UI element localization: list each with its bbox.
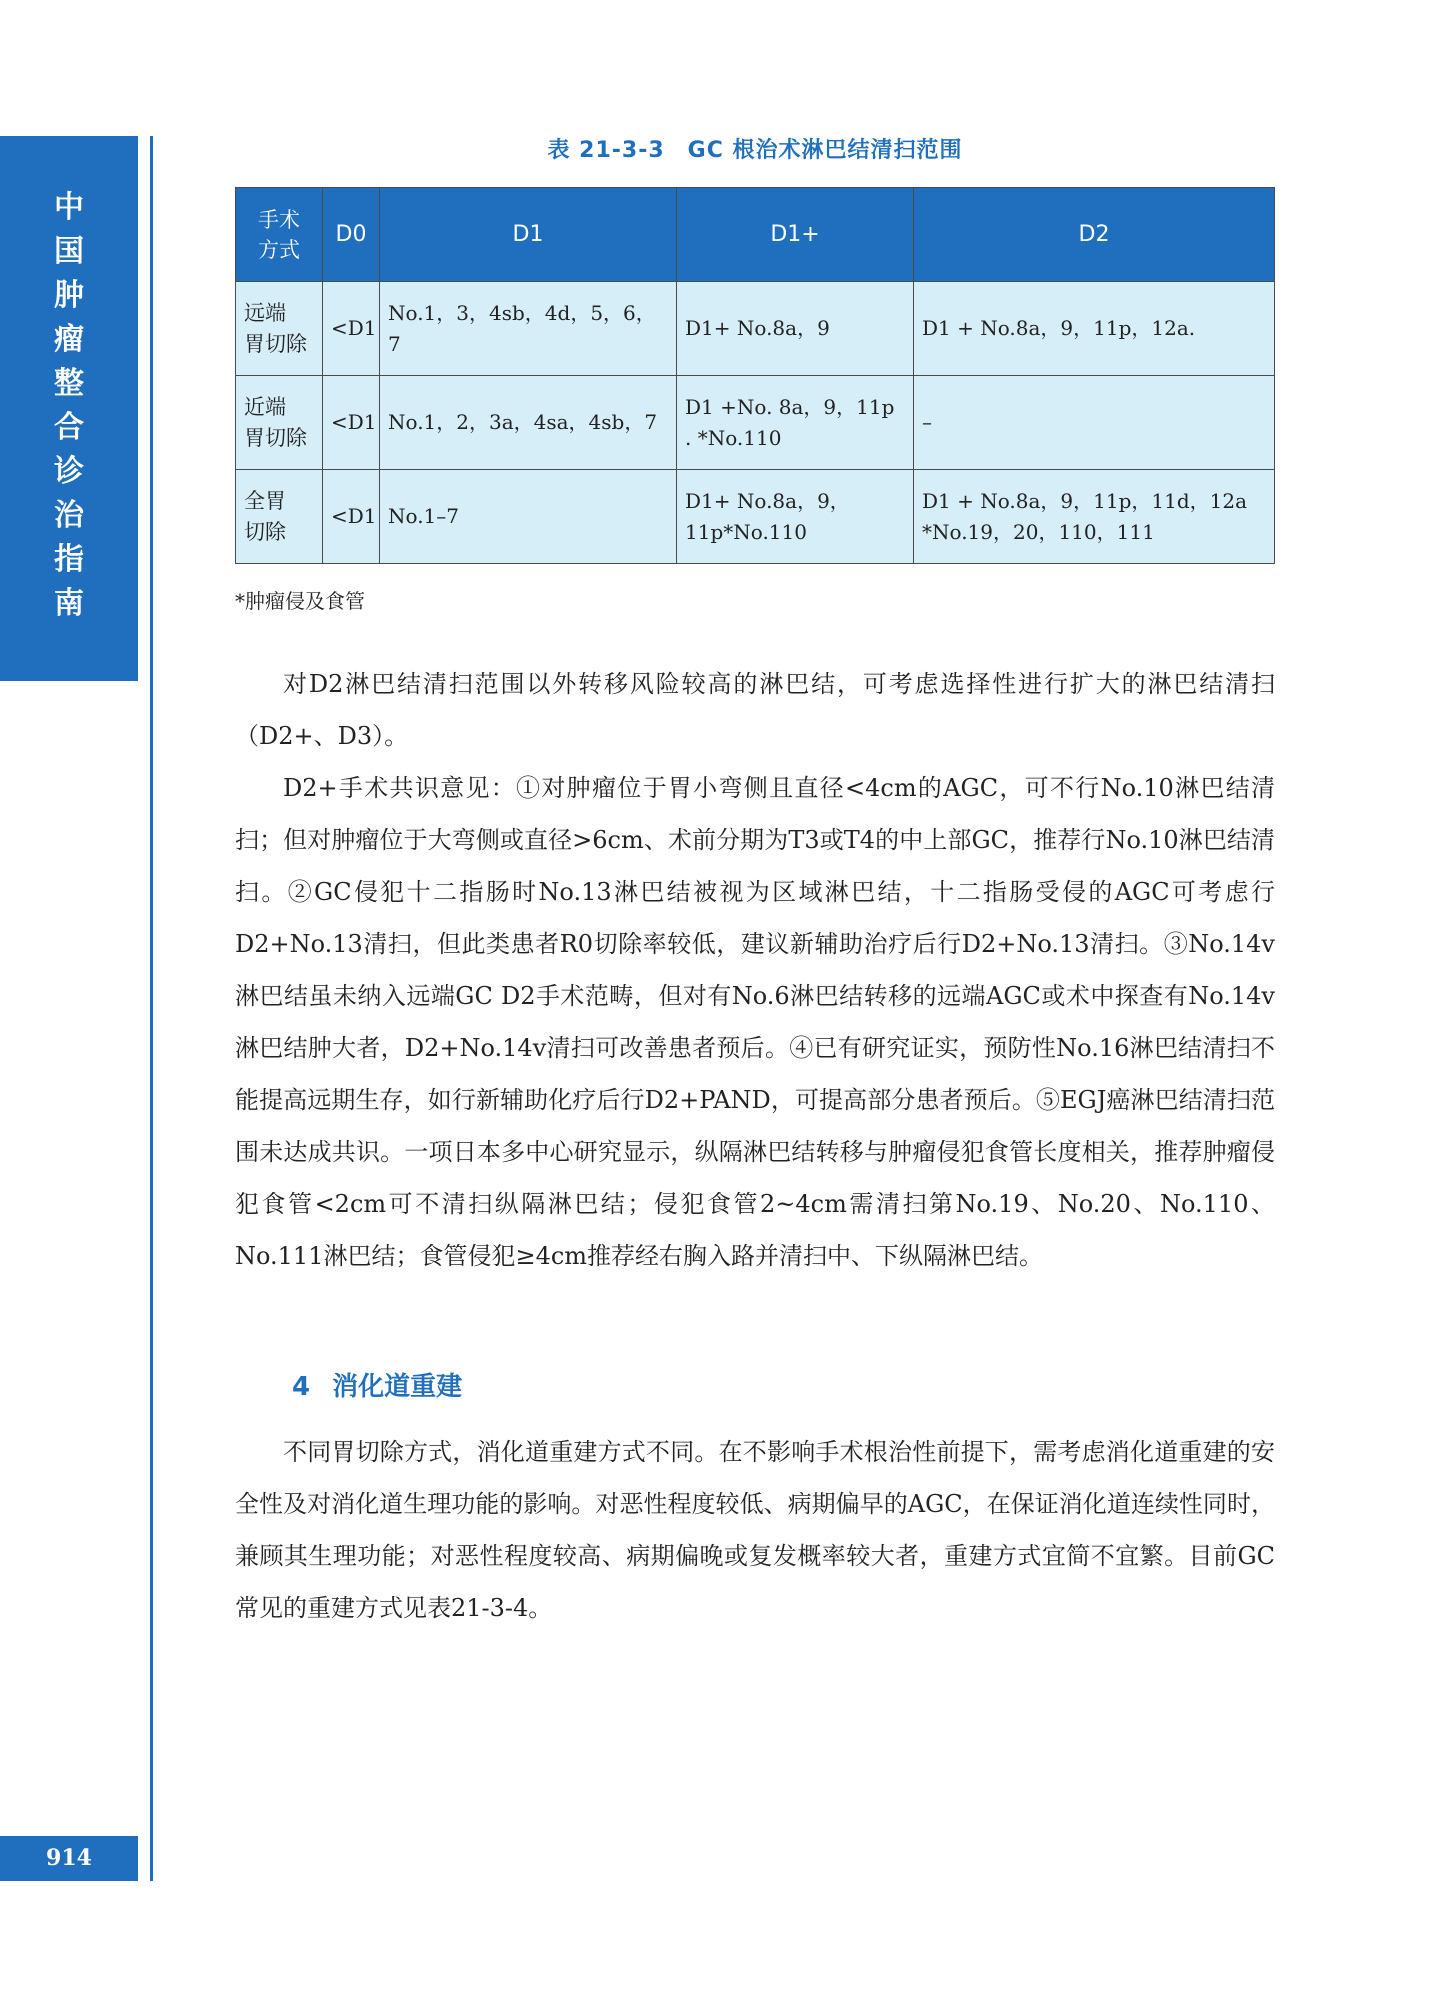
cell-surgery-type-line: 切除 [244,519,286,544]
cell-surgery-type [236,282,323,376]
page-number: 914 [0,1836,138,1881]
table-row [236,282,1275,376]
paragraph: D2+手术共识意见：①对肿瘤位于胃小弯侧且直径<4cm的AGC，可不行No.10淋巴结清扫；但对肿瘤位于大弯侧或直径>6cm、术前分期为T3或T4的中上部GC，推荐行No.10淋巴结清扫。②GC侵犯十二指肠时No.13淋巴结被视为区域淋巴结，十二指肠受侵的AGC可考虑行D2+No.13清扫，但此类患者R0切除率较低，建议新辅助治疗后行D2+No.13清扫。③No.14v淋巴结虽未纳入远端GC D2手术范畴，但对有No.6淋巴结转移的远端AGC或术中探查有No.14v淋巴结肿大者，D2+No.14v清扫可改善患者预后。④已有研究证实，预防性No.16淋巴结清扫不能提高远期生存，如行新辅助化疗后行D2+PAND，可提高部分患者预后。⑤EGJ癌淋巴结清扫范围未达成共识。一项日本多中心研究显示，纵隔淋巴结转移与肿瘤侵犯食管长度相关，推荐肿瘤侵犯食管<2cm可不清扫纵隔淋巴结；侵犯食管2~4cm需清扫第No.19、No.20、No.110、No.111淋巴结；食管侵犯≥4cm推荐经右胸入路并清扫中、下纵隔淋巴结。 [235,774,1275,1270]
header-surgery-type-l1: 手术 [258,207,300,232]
header-d1-plus: D1+ [677,188,914,282]
cell-d1: No.1，2，3a，4sa，4sb，7 [380,376,677,470]
cell-surgery-type [236,470,323,564]
book-title-char: 合 [54,410,84,445]
cell-d2: – [914,376,1275,470]
header-d0: D0 [323,188,380,282]
table-row [236,470,1275,564]
header-d1: D1 [380,188,677,282]
cell-d1-plus: D1 +No. 8a，9，11p . *No.110 [677,376,914,470]
header-d2: D2 [914,188,1275,282]
cell-d1: No.1–7 [380,470,677,564]
book-title-char: 整 [54,366,84,401]
book-title-char: 治 [54,498,84,533]
cell-d1-plus: D1+ No.8a，9 [677,282,914,376]
margin-rule [150,136,153,1881]
header-surgery-type [236,188,323,282]
table-row [236,376,1275,470]
cell-surgery-type-line: 全胃 [244,488,286,513]
cell-d2: D1 + No.8a，9，11p，11d，12a *No.19，20，110，111 [914,470,1275,564]
header-surgery-type-l2: 方式 [258,237,300,262]
paragraph: 对D2淋巴结清扫范围以外转移风险较高的淋巴结，可考虑选择性进行扩大的淋巴结清扫（D2+、D3）。 [235,670,1275,750]
book-title-char: 中 [54,190,84,225]
book-title-char: 肿 [54,278,84,313]
section-heading [292,1366,462,1403]
cell-surgery-type-line: 胃切除 [244,425,307,450]
cell-surgery-type [236,376,323,470]
section-title: 消化道重建 [332,1372,463,1402]
book-title-char: 瘤 [54,322,84,357]
book-title-char: 指 [54,542,84,577]
book-title-char: 南 [54,586,84,621]
cell-surgery-type-line: 胃切除 [244,331,307,356]
cell-d0: <D1 [323,470,380,564]
cell-surgery-type-line: 近端 [244,394,286,419]
cell-d0: <D1 [323,376,380,470]
book-title-char: 诊 [54,454,84,489]
cell-d1: No.1，3，4sb，4d，5，6，7 [380,282,677,376]
section-number: 4 [292,1372,311,1402]
table-caption: 表 21-3-3 GC 根治术淋巴结清扫范围 [547,138,963,163]
cell-d0: <D1 [323,282,380,376]
cell-d1-plus: D1+ No.8a，9，11p*No.110 [677,470,914,564]
book-title-vertical [0,186,138,626]
lymph-node-dissection-table [235,187,1275,564]
cell-surgery-type-line: 远端 [244,300,286,325]
cell-d2: D1 + No.8a，9，11p，12a. [914,282,1275,376]
paragraph: 不同胃切除方式，消化道重建方式不同。在不影响手术根治性前提下，需考虑消化道重建的安全性及对消化道生理功能的影响。对恶性程度较低、病期偏早的AGC，在保证消化道连续性同时，兼顾其生理功能；对恶性程度较高、病期偏晚或复发概率较大者，重建方式宜简不宜繁。目前GC常见的重建方式见表21-3-4。 [235,1438,1275,1622]
table-header-row [236,188,1275,282]
table-footnote: *肿瘤侵及食管 [235,589,365,613]
book-title-char: 国 [54,234,84,269]
